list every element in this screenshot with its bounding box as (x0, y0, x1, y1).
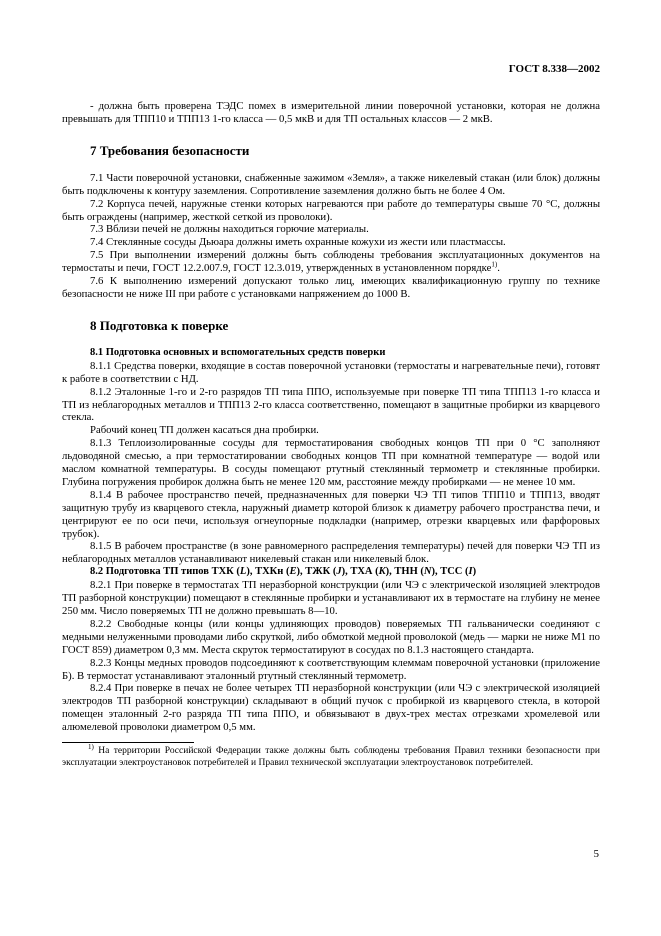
page-number: 5 (593, 848, 599, 860)
para-8-2-4: 8.2.4 При поверке в печах не более четырех ТП неразборной конструкции (или ЧЭ с электрической изоляцией электродов ТП разборной конструкции) складывают в общий пучок с пробиркой из кварцевого стекла, в которой помещен эталонный 2-го разряда ТП типа ППО, и обвязывают в двух-трех местах отрезками хромелевой или алюмелевой проволоки диаметром 0,5 мм. (62, 682, 600, 734)
footnote (62, 742, 600, 770)
footnote-divider (62, 742, 194, 743)
page-content (62, 100, 600, 770)
para-8-1-5: 8.1.5 В рабочем пространстве (в зоне равномерного распределения температуры) печей для поверки ЧЭ ТП из неблагородных металлов устанавливают никелевый стакан или никелевый блок. (62, 540, 600, 566)
footnote-mark: 1) (88, 742, 94, 751)
para-7-5-text: 7.5 При выполнении измерений должны быть соблюдены требования эксплуатационных документов на термостаты и печи, ГОСТ 12.2.007.9, ГОСТ 12.3.019, утвержденных в установленном порядке (62, 249, 600, 275)
para-7-4: 7.4 Стеклянные сосуды Дьюара должны иметь охранные кожухи из жести или пластмассы. (90, 236, 506, 249)
para-8-2-2: 8.2.2 Свободные концы (или концы удлиняющих проводов) поверяемых ТП гальванически соединяют с медными нелуженными проводами либо скруткой, либо обмоткой медной проволокой (медь — марки не ниже М1 по ГОСТ 859) диаметром 0,3 мм. Места скруток термостатируют в сосудах по 8.1.3 настоящего стандарта. (62, 617, 600, 656)
para-8-1-3: 8.1.3 Теплоизолированные сосуды для термостатирования свободных концов ТП при 0 °С заполняют льдоводяной смесью, а при термостатировании свободных концов ТП при комнатной температуре — водой или маслом комнатной температуры. В сосуды помещают ртутный стеклянный термометр и стеклянные пробирки. Глубина погружения пробирок должна быть не менее 120 мм, расстояние между пробирками — не менее 10 мм. (62, 437, 600, 488)
para-8-1-2: 8.1.2 Эталонные 1-го и 2-го разрядов ТП типа ППО, используемые при поверке ТП типа ТПП13 1-го класса и ТП из неблагородных металлов и ТПП13 2-го класса соответственно, помещают в защитные пробирки из кварцевого стекла. (62, 385, 600, 424)
para-7-5-end: . (497, 262, 500, 275)
subsection-8-2-title: 8.2 Подготовка ТП типов ТХК (L), ТХКн (E), ТЖК (J), ТХА (K), ТНН (N), ТСС (I) (90, 566, 477, 578)
para-7-5 (62, 249, 600, 275)
footnote-text: На территории Российской Федерации также должны быть соблюдены требования Правил техники безопасности при эксплуатации электроустановок потребителей и Правил технической эксплуатации электроустановок потребителей. (62, 746, 600, 768)
para-7-1: 7.1 Части поверочной установки, снабженные зажимом «Земля», а также никелевый стакан (или блок) должны быть подключены к контуру заземления. Сопротивление заземления должно быть не более 4 Ом. (62, 171, 600, 197)
para-8-2-3: 8.2.3 Концы медных проводов подсоединяют к соответствующим клеммам поверочной установки (приложение Б). В термостат устанавливают эталонный ртутный стеклянный термометр. (62, 656, 600, 682)
para-7-3: 7.3 Вблизи печей не должны находиться горючие материалы. (90, 223, 369, 236)
para-7-6: 7.6 К выполнению измерений допускают только лиц, имеющих квалификационную группу по технике безопасности не ниже III при работе с установками напряжением до 1000 В. (62, 275, 600, 300)
intro-paragraph: - должна быть проверена ТЭДС помех в измерительной линии поверочной установки, которая не должна превышать для ТПП10 и ТПП13 1-го класса — 0,5 мкВ и для ТП остальных классов — 2 мкВ. (62, 100, 600, 125)
footnote-ref[interactable]: 1) (491, 260, 498, 269)
subsection-8-1-title: 8.1 Подготовка основных и вспомогательных средств поверки (90, 346, 386, 358)
standard-header: ГОСТ 8.338—2002 (508, 63, 600, 75)
para-8-1-4: 8.1.4 В рабочее пространство печей, предназначенных для поверки ЧЭ ТП типов ТПП10 и ТПП13, вводят защитную трубу из кварцевого стекла, наружный диаметр которой близок к диаметру рабочего пространства печи, и центрируют ее по оси печи, используя огнеупорные подкладки (например, отрезки кварцевых или фарфоровых трубок). (62, 488, 600, 540)
para-7-2: 7.2 Корпуса печей, наружные стенки которых нагреваются при работе до температуры свыше 70 °С, должны быть ограждены (например, жесткой сеткой из проволоки). (62, 197, 600, 223)
section-7-title: 7 Требования безопасности (90, 142, 250, 158)
para-8-2-1: 8.2.1 При поверке в термостатах ТП неразборной конструкции (или ЧЭ с электрической изоляцией электродов ТП разборной конструкции) помещают в стеклянные пробирки и устанавливают их в термостате на глубину не менее 250 мм. Число поверяемых ТП не должно превышать 8—10. (62, 579, 600, 617)
para-8-1-2-note: Рабочий конец ТП должен касаться дна пробирки. (90, 424, 319, 437)
para-8-1-1: 8.1.1 Средства поверки, входящие в состав поверочной установки (термостаты и нагревательные печи), готовят к работе в соответствии с НД. (62, 359, 600, 385)
section-8-title: 8 Подготовка к поверке (90, 317, 229, 333)
